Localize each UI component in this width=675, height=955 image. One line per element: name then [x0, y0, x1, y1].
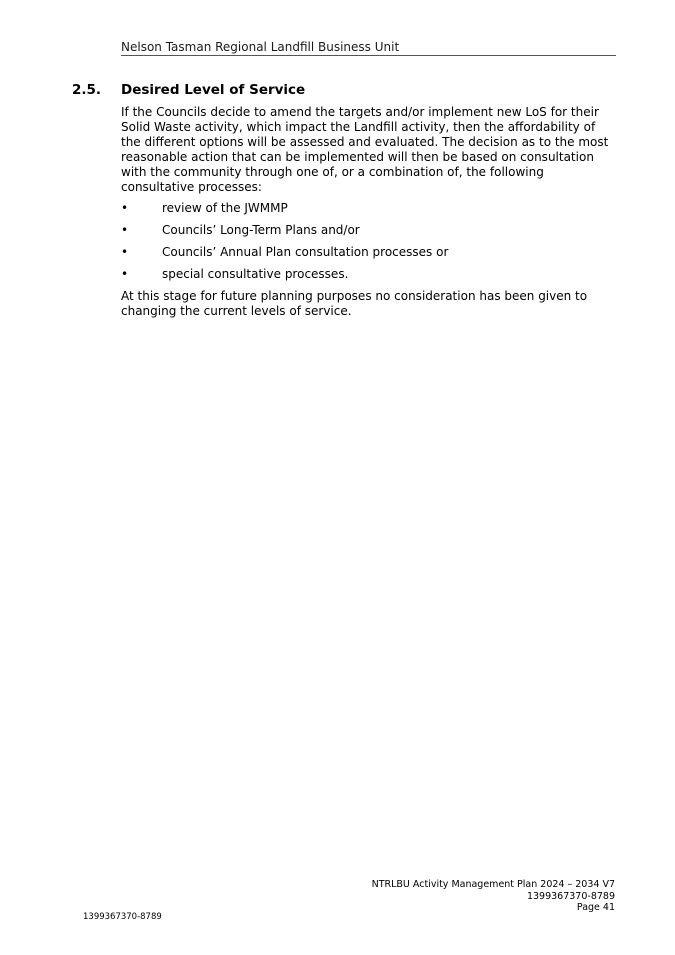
bullet-icon: • [121, 245, 129, 259]
consultative-process-list [121, 201, 617, 289]
section-title: Desired Level of Service [121, 82, 306, 98]
list-item-text: Councils’ Long-Term Plans and/or [162, 223, 360, 237]
footer-doc-id: 1399367370-8789 [526, 890, 615, 902]
bullet-icon: • [121, 267, 129, 281]
footer-page-number: Page 41 [576, 902, 615, 913]
page-header: Nelson Tasman Regional Landfill Business Unit [121, 40, 616, 56]
section-number: 2.5. [72, 82, 102, 98]
list-item [121, 223, 617, 238]
list-item [121, 201, 617, 216]
list-item-text: special consultative processes. [162, 267, 349, 281]
list-item-text: review of the JWMMP [162, 201, 288, 215]
list-item-text: Councils’ Annual Plan consultation processes or [162, 245, 449, 259]
footer-document-reference: 1399367370-8789 [83, 912, 162, 922]
list-item [121, 267, 617, 282]
bullet-icon: • [121, 223, 129, 237]
intro-paragraph: If the Councils decide to amend the targets and/or implement new LoS for their Solid Waste activity, which impact the Landfill activity, then the affordability of the different options will be assessed and evaluated. The decision as to the most reasonable action that can be implemented will then be based on consultation with the community through one of, or a combination of, the following consultative processes: [121, 105, 609, 194]
list-item [121, 245, 617, 260]
closing-paragraph: At this stage for future planning purposes no consideration has been given to changing the current levels of service. [121, 289, 588, 318]
bullet-icon: • [121, 201, 129, 215]
footer-plan-title: NTRLBU Activity Management Plan 2024 – 2034 V7 [371, 879, 615, 890]
page-footer [372, 879, 615, 914]
